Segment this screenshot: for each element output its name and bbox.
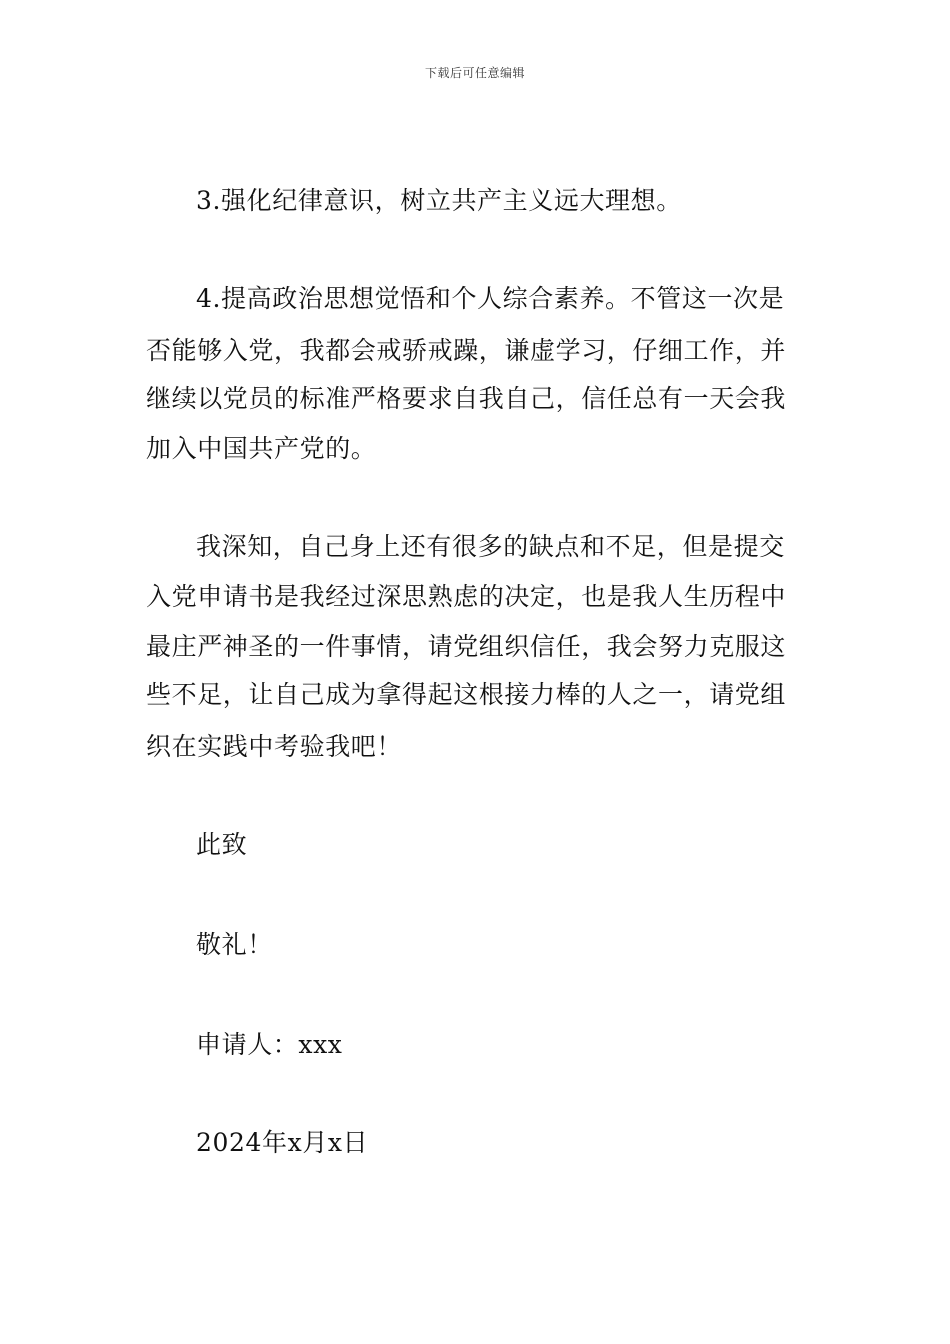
item-4-line-3: 继续以党员的标准严格要求自我自己，信任总有一天会我 <box>146 384 787 413</box>
paragraph-line-1: 我深知，自己身上还有很多的缺点和不足，但是提交 <box>196 532 785 561</box>
paragraph-line-3: 最庄严神圣的一件事情，请党组织信任，我会努力克服这 <box>146 632 787 661</box>
paragraph-line-2: 入党申请书是我经过深思熟虑的决定，也是我人生历程中 <box>146 582 787 611</box>
applicant-text: 申请人：xxx <box>196 1030 343 1059</box>
item-3: 3.强化纪律意识，树立共产主义远大理想。 <box>196 186 682 215</box>
salute-text: 敬礼！ <box>196 930 273 959</box>
paragraph-line-4: 些不足，让自己成为拿得起这根接力棒的人之一，请党组 <box>146 680 787 709</box>
date-text: 2024年x月x日 <box>196 1128 369 1157</box>
paragraph-line-5: 织在实践中考验我吧！ <box>146 732 403 761</box>
closing-text: 此致 <box>196 830 248 859</box>
item-4-line-1: 4.提高政治思想觉悟和个人综合素养。不管这一次是 <box>196 284 785 313</box>
page-header: 下载后可任意编辑 <box>424 66 525 80</box>
item-4-line-2: 否能够入党，我都会戒骄戒躁，谦虚学习，仔细工作，并 <box>146 336 787 365</box>
item-4-line-4: 加入中国共产党的。 <box>146 434 377 463</box>
